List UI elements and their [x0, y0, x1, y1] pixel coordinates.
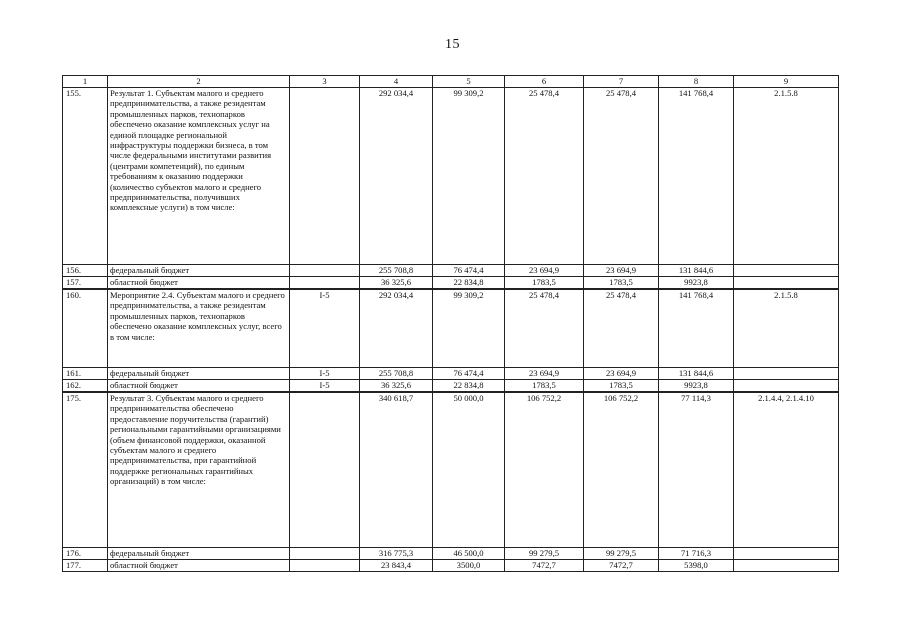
- row-value-4: 340 618,7: [360, 392, 433, 548]
- row-col3: [290, 265, 360, 277]
- row-col3: [290, 560, 360, 572]
- table-row: [63, 88, 839, 265]
- row-description: областной бюджет: [108, 277, 290, 290]
- row-description: федеральный бюджет: [108, 368, 290, 380]
- table-row: [63, 368, 839, 380]
- row-value-7: 23 694,9: [584, 265, 659, 277]
- row-value-7: 25 478,4: [584, 289, 659, 368]
- row-value-8: 141 768,4: [659, 88, 734, 265]
- table-row: [63, 548, 839, 560]
- row-description: областной бюджет: [108, 380, 290, 393]
- header-cell: 3: [290, 76, 360, 88]
- row-col3: I-5: [290, 289, 360, 368]
- row-value-6: 23 694,9: [505, 368, 584, 380]
- table-row: [63, 265, 839, 277]
- row-value-6: 99 279,5: [505, 548, 584, 560]
- row-code: [734, 277, 839, 290]
- header-cell: 7: [584, 76, 659, 88]
- header-cell: 5: [433, 76, 505, 88]
- header-cell: 4: [360, 76, 433, 88]
- row-description: федеральный бюджет: [108, 265, 290, 277]
- row-description: Результат 3. Субъектам малого и среднего предпринимательства обеспечено предоставление поручительства (гарантий) региональными гарантийными организациями (объем финансовой поддержки, оказанной субъектам малого и среднего предпринимательства, при гарантийной поддержке региональных гарантийных организаций) в том числе:: [108, 392, 290, 548]
- row-value-8: 131 844,6: [659, 265, 734, 277]
- row-number: 155.: [63, 88, 108, 265]
- row-value-6: 1783,5: [505, 380, 584, 393]
- table-row: [63, 380, 839, 393]
- row-value-8: 141 768,4: [659, 289, 734, 368]
- row-value-5: 76 474,4: [433, 265, 505, 277]
- row-value-8: 5398,0: [659, 560, 734, 572]
- row-value-5: 22 834,8: [433, 277, 505, 290]
- row-value-4: 36 325,6: [360, 277, 433, 290]
- row-value-6: 1783,5: [505, 277, 584, 290]
- row-description: Результат 1. Субъектам малого и среднего предпринимательства, а также резидентам промышленных парков, технопарков обеспечено оказание комплексных услуг на единой площадке региональной инфраструктуры поддержки бизнеса, в том числе федеральными институтами развития (центрами компетенций), по единым требованиям к оказанию поддержки (количество субъектов малого и среднего предпринимательства, получивших комплексные услуги) в том числе:: [108, 88, 290, 265]
- header-cell: 2: [108, 76, 290, 88]
- row-code: 2.1.5.8: [734, 289, 839, 368]
- row-col3: [290, 88, 360, 265]
- row-value-4: 292 034,4: [360, 88, 433, 265]
- row-code: [734, 548, 839, 560]
- row-col3: [290, 548, 360, 560]
- table-row: [63, 277, 839, 290]
- row-code: [734, 368, 839, 380]
- row-value-8: 131 844,6: [659, 368, 734, 380]
- row-value-6: 106 752,2: [505, 392, 584, 548]
- row-number: 157.: [63, 277, 108, 290]
- row-code: 2.1.4.4, 2.1.4.10: [734, 392, 839, 548]
- row-value-5: 99 309,2: [433, 88, 505, 265]
- row-value-6: 23 694,9: [505, 265, 584, 277]
- table-row: [63, 289, 839, 368]
- row-description: Мероприятие 2.4. Субъектам малого и среднего предпринимательства, а также резидентам промышленных парков, технопарков обеспечено оказание комплексных услуг, всего в том числе:: [108, 289, 290, 368]
- row-number: 156.: [63, 265, 108, 277]
- row-col3: I-5: [290, 380, 360, 393]
- row-value-6: 7472,7: [505, 560, 584, 572]
- row-value-7: 99 279,5: [584, 548, 659, 560]
- row-value-5: 46 500,0: [433, 548, 505, 560]
- row-number: 176.: [63, 548, 108, 560]
- row-value-5: 50 000,0: [433, 392, 505, 548]
- row-value-4: 255 708,8: [360, 368, 433, 380]
- row-col3: [290, 392, 360, 548]
- row-code: [734, 380, 839, 393]
- header-cell: 9: [734, 76, 839, 88]
- row-code: 2.1.5.8: [734, 88, 839, 265]
- row-value-7: 25 478,4: [584, 88, 659, 265]
- row-col3: I-5: [290, 368, 360, 380]
- row-number: 177.: [63, 560, 108, 572]
- row-value-8: 77 114,3: [659, 392, 734, 548]
- row-number: 160.: [63, 289, 108, 368]
- table-header-row: [63, 76, 839, 88]
- row-code: [734, 560, 839, 572]
- budget-table: [62, 75, 839, 572]
- row-value-6: 25 478,4: [505, 88, 584, 265]
- row-value-4: 292 034,4: [360, 289, 433, 368]
- row-value-4: 36 325,6: [360, 380, 433, 393]
- row-number: 175.: [63, 392, 108, 548]
- header-cell: 8: [659, 76, 734, 88]
- row-value-7: 1783,5: [584, 380, 659, 393]
- row-value-8: 9923,8: [659, 380, 734, 393]
- row-value-5: 3500,0: [433, 560, 505, 572]
- row-value-7: 7472,7: [584, 560, 659, 572]
- row-number: 162.: [63, 380, 108, 393]
- header-cell: 6: [505, 76, 584, 88]
- table-row: [63, 560, 839, 572]
- row-description: областной бюджет: [108, 560, 290, 572]
- header-cell: 1: [63, 76, 108, 88]
- row-value-8: 9923,8: [659, 277, 734, 290]
- row-value-5: 99 309,2: [433, 289, 505, 368]
- row-value-5: 76 474,4: [433, 368, 505, 380]
- table-row: [63, 392, 839, 548]
- row-value-4: 23 843,4: [360, 560, 433, 572]
- row-number: 161.: [63, 368, 108, 380]
- row-description: федеральный бюджет: [108, 548, 290, 560]
- row-value-5: 22 834,8: [433, 380, 505, 393]
- row-value-6: 25 478,4: [505, 289, 584, 368]
- page-number: 15: [445, 37, 460, 52]
- row-value-7: 1783,5: [584, 277, 659, 290]
- row-value-8: 71 716,3: [659, 548, 734, 560]
- row-value-7: 106 752,2: [584, 392, 659, 548]
- row-col3: [290, 277, 360, 290]
- row-value-4: 316 775,3: [360, 548, 433, 560]
- row-code: [734, 265, 839, 277]
- row-value-4: 255 708,8: [360, 265, 433, 277]
- row-value-7: 23 694,9: [584, 368, 659, 380]
